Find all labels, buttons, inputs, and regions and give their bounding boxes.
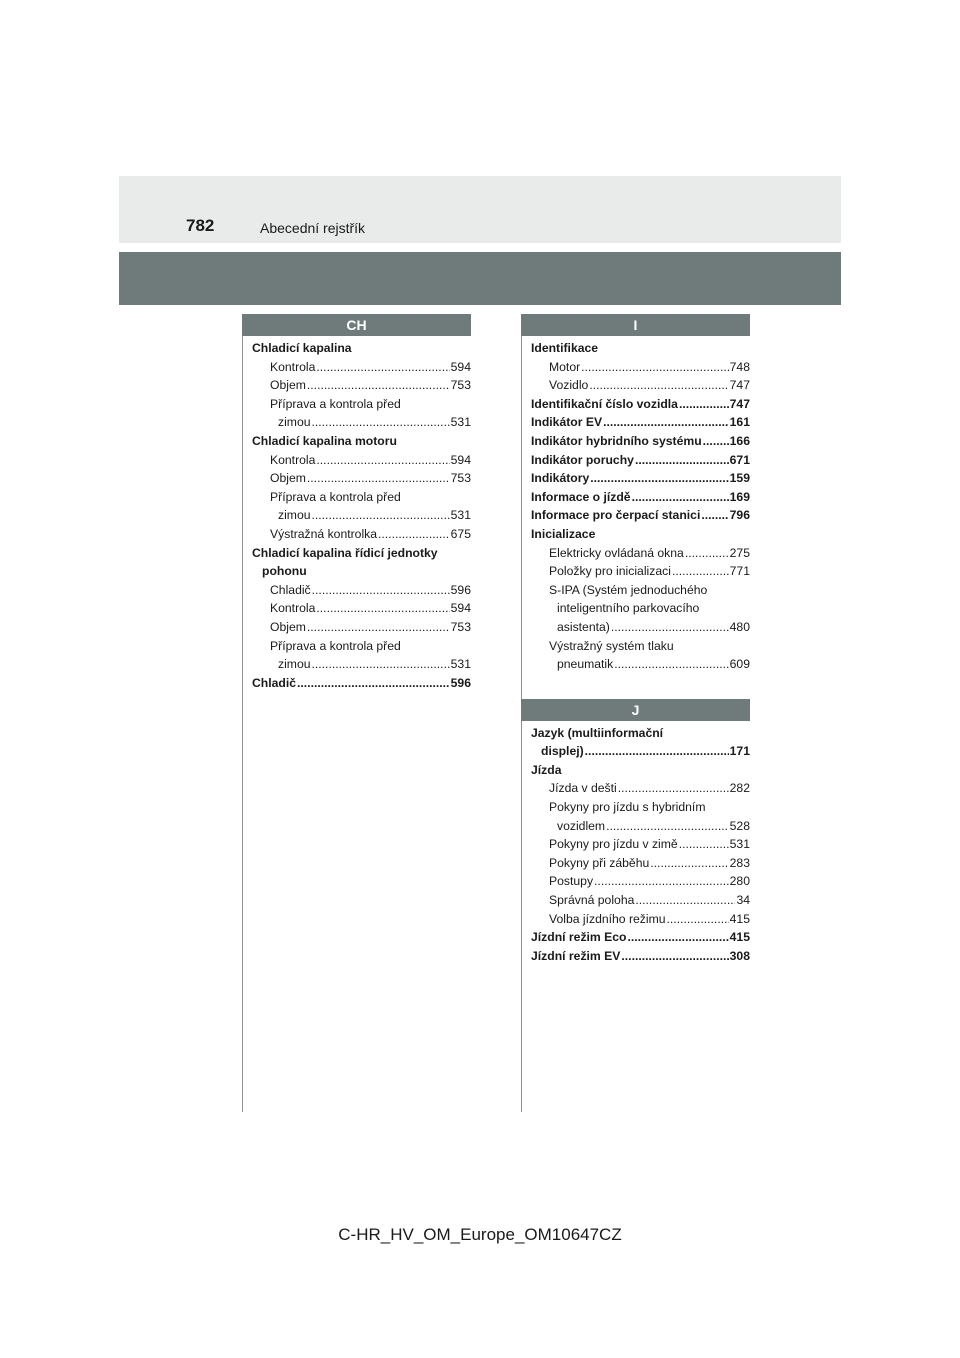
- entry-page-number: 596: [450, 582, 471, 597]
- entry-text: inteligentního parkovacího: [557, 601, 700, 616]
- leader-dots: [606, 817, 729, 836]
- entry-text: Kontrola: [270, 359, 316, 374]
- index-entry: [531, 724, 750, 743]
- leader-dots: [703, 432, 729, 451]
- entry-text: Indikátor hybridního systému: [531, 433, 702, 448]
- index-entry: [531, 544, 750, 563]
- leader-dots: [621, 947, 728, 966]
- entry-page-number: 609: [729, 657, 750, 672]
- entry-text: Příprava a kontrola před: [270, 638, 401, 653]
- entry-text: asistenta): [557, 619, 610, 634]
- entry-text: vozidlem: [557, 818, 606, 833]
- document-code: C-HR_HV_OM_Europe_OM10647CZ: [338, 1225, 622, 1244]
- leader-dots: [307, 618, 450, 637]
- entry-text: Chladič: [252, 675, 297, 690]
- entry-text: zimou: [278, 508, 311, 523]
- leader-dots: [312, 655, 450, 674]
- letter-heading-i: I: [521, 314, 750, 336]
- entry-page-number: 415: [729, 911, 750, 926]
- entry-page-number: 671: [729, 452, 750, 467]
- index-entry: [531, 562, 750, 581]
- entry-page-number: 796: [729, 508, 750, 523]
- index-entries-i: [521, 336, 750, 674]
- leader-dots: [316, 451, 449, 470]
- entry-page-number: 675: [450, 526, 471, 541]
- entry-text: Chladicí kapalina: [252, 341, 352, 355]
- entry-text: Pokyny při záběhu: [549, 855, 650, 870]
- index-entry: [531, 451, 750, 470]
- index-entry: [531, 742, 750, 761]
- entry-text: Jízda: [531, 762, 562, 777]
- decorative-band: [119, 252, 841, 305]
- entry-text: displej): [541, 744, 584, 759]
- index-entries-j: [521, 721, 750, 966]
- entry-text: Identifikace: [531, 341, 599, 355]
- entry-page-number: 747: [729, 378, 750, 393]
- index-entry: [531, 618, 750, 637]
- entry-page-number: 531: [450, 508, 471, 523]
- leader-dots: [581, 358, 729, 377]
- index-entry: [252, 655, 471, 674]
- entry-text: Jízdní režim EV: [531, 948, 621, 963]
- letter-heading-ch: CH: [242, 314, 471, 336]
- entry-page-number: 159: [729, 471, 750, 486]
- index-entry: [252, 451, 471, 470]
- index-entry: [252, 469, 471, 488]
- leader-dots: [590, 469, 728, 488]
- leader-dots: [378, 525, 450, 544]
- entry-page-number: 771: [729, 564, 750, 579]
- entry-text: S-IPA (Systém jednoduchého: [549, 582, 708, 597]
- entry-text: Vozidlo: [549, 378, 589, 393]
- index-entry: [531, 910, 750, 929]
- entry-text: Jízdní režim Eco: [531, 930, 627, 945]
- index-entry: [252, 674, 471, 693]
- entry-page-number: 161: [729, 415, 750, 430]
- index-entry: [252, 339, 471, 358]
- entry-text: Příprava a kontrola před: [270, 489, 401, 504]
- leader-dots: [635, 451, 729, 470]
- index-entry: [531, 872, 750, 891]
- leader-dots: [316, 599, 449, 618]
- page-number: 782: [186, 216, 215, 235]
- index-column-left: [242, 314, 471, 692]
- index-entry: [531, 339, 750, 358]
- index-entry: [531, 413, 750, 432]
- index-entry: [531, 637, 750, 656]
- entry-text: zimou: [278, 657, 311, 672]
- entry-page-number: 275: [729, 545, 750, 560]
- index-entry: [252, 562, 471, 581]
- leader-dots: [679, 395, 729, 414]
- entry-text: pohonu: [262, 564, 307, 579]
- entry-page-number: 34: [736, 893, 750, 908]
- index-entry: [531, 376, 750, 395]
- entry-page-number: 596: [450, 675, 471, 690]
- index-entry: [252, 376, 471, 395]
- index-entry: [531, 798, 750, 817]
- entry-page-number: 282: [729, 781, 750, 796]
- entry-page-number: 280: [729, 874, 750, 889]
- leader-dots: [312, 581, 450, 600]
- index-entry: [531, 817, 750, 836]
- leader-dots: [585, 742, 729, 761]
- index-entry: [531, 525, 750, 544]
- entry-page-number: 308: [729, 948, 750, 963]
- entry-text: Indikátor EV: [531, 415, 603, 430]
- leader-dots: [297, 674, 450, 693]
- index-entry: [252, 618, 471, 637]
- entry-page-number: 753: [450, 619, 471, 634]
- entry-text: Jízda v dešti: [549, 781, 617, 796]
- index-entry: [531, 779, 750, 798]
- entry-text: Pokyny pro jízdu s hybridním: [549, 800, 706, 815]
- entry-text: Správná poloha: [549, 893, 635, 908]
- index-entry: [531, 854, 750, 873]
- index-entries-ch: [242, 336, 471, 692]
- index-entry: [252, 544, 471, 563]
- entry-text: Identifikační číslo vozidla: [531, 396, 678, 411]
- entry-text: Elektricky ovládaná okna: [549, 545, 684, 560]
- entry-page-number: 594: [450, 601, 471, 616]
- entry-page-number: 748: [729, 359, 750, 374]
- index-entry: [252, 637, 471, 656]
- entry-text: Jazyk (multiinformační: [531, 725, 664, 740]
- index-entry: [252, 599, 471, 618]
- index-entry: [531, 655, 750, 674]
- index-entry: [531, 835, 750, 854]
- header-band: [119, 176, 841, 243]
- leader-dots: [312, 506, 450, 525]
- index-entry: [531, 395, 750, 414]
- entry-page-number: 753: [450, 471, 471, 486]
- entry-text: Položky pro inicializaci: [549, 564, 671, 579]
- leader-dots: [312, 413, 450, 432]
- index-entry: [531, 432, 750, 451]
- leader-dots: [611, 618, 729, 637]
- entry-page-number: 169: [729, 489, 750, 504]
- index-entry: [531, 358, 750, 377]
- entry-text: Výstražný systém tlaku: [549, 638, 674, 653]
- index-entry: [531, 506, 750, 525]
- section-title: Abecední rejstřík: [260, 220, 366, 236]
- entry-page-number: 171: [729, 744, 750, 759]
- entry-text: Výstražná kontrolka: [270, 526, 378, 541]
- index-entry: [252, 488, 471, 507]
- leader-dots: [635, 891, 735, 910]
- leader-dots: [679, 835, 729, 854]
- entry-text: Indikátory: [531, 471, 590, 486]
- entry-text: Chladicí kapalina řídicí jednotky: [252, 545, 438, 560]
- leader-dots: [672, 562, 729, 581]
- letter-heading-j: J: [521, 699, 750, 721]
- leader-dots: [632, 488, 729, 507]
- leader-dots: [307, 376, 450, 395]
- leader-dots: [685, 544, 729, 563]
- index-entry: [531, 469, 750, 488]
- entry-text: Chladicí kapalina motoru: [252, 433, 397, 448]
- index-entry: [531, 761, 750, 780]
- index-entry: [531, 947, 750, 966]
- entry-text: Objem: [270, 378, 306, 393]
- leader-dots: [594, 872, 729, 891]
- index-entry: [531, 891, 750, 910]
- index-entry: [252, 581, 471, 600]
- leader-dots: [589, 376, 728, 395]
- index-entry: [252, 525, 471, 544]
- entry-text: Kontrola: [270, 452, 316, 467]
- entry-page-number: 594: [450, 359, 471, 374]
- index-entry: [531, 599, 750, 618]
- leader-dots: [701, 506, 728, 525]
- entry-text: Objem: [270, 619, 306, 634]
- leader-dots: [650, 854, 728, 873]
- entry-text: pneumatik: [557, 657, 614, 672]
- entry-page-number: 531: [729, 837, 750, 852]
- entry-page-number: 283: [729, 855, 750, 870]
- leader-dots: [667, 910, 729, 929]
- index-entry: [531, 581, 750, 600]
- index-entry: [252, 395, 471, 414]
- entry-text: Chladič: [270, 582, 311, 597]
- entry-text: Pokyny pro jízdu v zimě: [549, 837, 678, 852]
- index-entry: [252, 506, 471, 525]
- leader-dots: [603, 413, 729, 432]
- entry-page-number: 415: [729, 930, 750, 945]
- entry-page-number: 747: [729, 396, 750, 411]
- entry-page-number: 594: [450, 452, 471, 467]
- entry-page-number: 480: [729, 619, 750, 634]
- entry-page-number: 531: [450, 415, 471, 430]
- entry-text: Volba jízdního režimu: [549, 911, 666, 926]
- entry-page-number: 753: [450, 378, 471, 393]
- entry-text: Inicializace: [531, 526, 596, 541]
- index-entry: [252, 358, 471, 377]
- entry-text: Informace o jízdě: [531, 489, 631, 504]
- entry-text: Indikátor poruchy: [531, 452, 634, 467]
- entry-page-number: 166: [729, 433, 750, 448]
- leader-dots: [628, 928, 729, 947]
- index-entry: [531, 928, 750, 947]
- leader-dots: [614, 655, 728, 674]
- entry-text: Informace pro čerpací stanici: [531, 508, 701, 523]
- entry-text: Motor: [549, 359, 581, 374]
- entry-text: Kontrola: [270, 601, 316, 616]
- entry-text: zimou: [278, 415, 311, 430]
- leader-dots: [307, 469, 450, 488]
- entry-text: Postupy: [549, 874, 594, 889]
- leader-dots: [316, 358, 449, 377]
- index-entry: [252, 432, 471, 451]
- index-column-right: [521, 314, 750, 965]
- entry-text: Příprava a kontrola před: [270, 396, 401, 411]
- entry-page-number: 528: [729, 818, 750, 833]
- index-entry: [252, 413, 471, 432]
- entry-page-number: 531: [450, 657, 471, 672]
- leader-dots: [618, 779, 729, 798]
- entry-text: Objem: [270, 471, 306, 486]
- index-entry: [531, 488, 750, 507]
